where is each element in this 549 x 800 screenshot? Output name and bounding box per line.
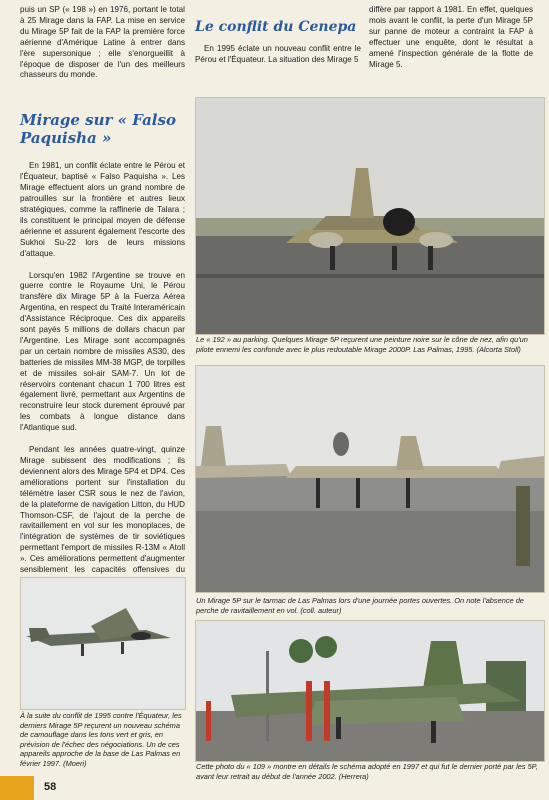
paragraph-modifications: Pendant les années quatre-vingt, quinze Mirage subissent des modifications ; ils deviennent alors des Mirage 5P4 et DP4. Ces améliorations portent sur l'installation du télémètre laser CSR sous le nez de l'avion, de la plateforme de navigation Litton, du HUD Thomson-CSF, de l'ajout de la perche de ravitaillement en vol sur les monoplaces, de l'intégration de systèmes de tir soviétiques permettant l'emport de missiles R-13M « Atoll ». Ces améliorations permettent d'augmenter sensiblement les capacités offensives du <box>20 445 185 575</box>
paragraph-falso-paquisha: En 1981, un conflit éclate entre le Pérou et l'Équateur, baptisé « Falso Paquisha ». Les Mirage effectuent alors un grand nombre de patrouilles sur la frontière et autres lieux stratégiques, comme la raffinerie de Talara ; ils constituent le principal moyen de défense aérienne et assurent également l'escorte des Sukhoi Su-22 lors de leurs missions d'attaque. <box>20 161 185 258</box>
photo-mirage-approach-1997 <box>20 577 186 710</box>
paragraph-cenepa: En 1995 éclate un nouveau conflit entre le Pérou et l'Équateur. La situation des Mirage 5 <box>195 44 361 64</box>
intro-paragraph: puis un SP (« 198 ») en 1976, portant le total à 25 Mirage dans la FAP. La mise en service du Mirage 5P fait de la FAP la première force aérienne d'Amérique Latine à entrer dans l'ère supersonique ; elle s'enorgueillit à l'époque de disposer de l'un des meilleurs chasseurs du monde. <box>20 5 185 80</box>
photo-mirage-tarmac-open-day <box>195 365 545 593</box>
page-number: 58 <box>44 781 57 793</box>
section-heading-falso-paquisha: Mirage sur « Falso Paquisha » <box>20 111 176 148</box>
section-heading-cenepa: Le conflit du Cenepa <box>195 19 357 35</box>
middle-column <box>195 19 361 66</box>
caption-photo-109: Cette photo du « 109 » montre en détails le schéma adopté en 1997 et qui fut le dernier porté par les 5P, avant leur retrait au début de l'année 2002. (Herrera) <box>196 762 538 781</box>
photo-mirage-109 <box>195 620 545 762</box>
left-column <box>20 5 185 609</box>
paragraph-inspection: diffère par rapport à 1981. En effet, quelques mois avant le conflit, la perte d'un Mirage 5P sur panne de moteur a contraint la FAP à effectuer une enquête, dont le résultat a amené l'inspection générale de la flotte de Mirage 5. <box>369 5 533 69</box>
caption-photo-tarmac: Un Mirage 5P sur le tarmac de Las Palmas lors d'une journée portes ouvertes. On note l'absence de perche de ravitaillement en vol. (coll. auteur) <box>196 596 524 615</box>
page-tab <box>0 776 34 800</box>
right-column <box>369 5 533 70</box>
photo-mirage-192-parking <box>195 97 545 335</box>
caption-photo-192: Le « 192 » au parking. Quelques Mirage 5P reçurent une peinture noire sur le cône de nez, afin qu'un pilote ennemi les confonde avec le plus redoutable Mirage 2000P. Las Palmas, 1995. (Alcorta Stoll) <box>196 335 528 354</box>
caption-photo-approach: À la suite du conflit de 1995 contre l'Équateur, les derniers Mirage 5P reçurent un nouveau schéma de camouflage dans les tons vert et gris, en prévision de l'échec des négociations. Un de ces appareils approche de la base de Las Palmas en février 1997. (Moeri) <box>20 711 182 768</box>
paragraph-argentina: Lorsqu'en 1982 l'Argentine se trouve en guerre contre le Royaume Uni, le Pérou transfère dix Mirage 5P à la Fuerza Aérea Argentina, en respect du Traité Interaméricain d'Assistance Réciproque. Ces dix appareils sont payés 5 millions de dollars chacun par l'Argentine. Les Mirage sont accompagnés par un certain nombre de missiles AS30, des batteries de missiles MM-38 MGP, de torpilles et de missiles sol-air SAM-7. Un lot de réservoirs contenant chacun 1 700 litres est également livré, permettant aux Argentins de reconstruire leur stock durement éprouvé par les combats à longue distance dans l'Atlantique sud. <box>20 270 185 433</box>
